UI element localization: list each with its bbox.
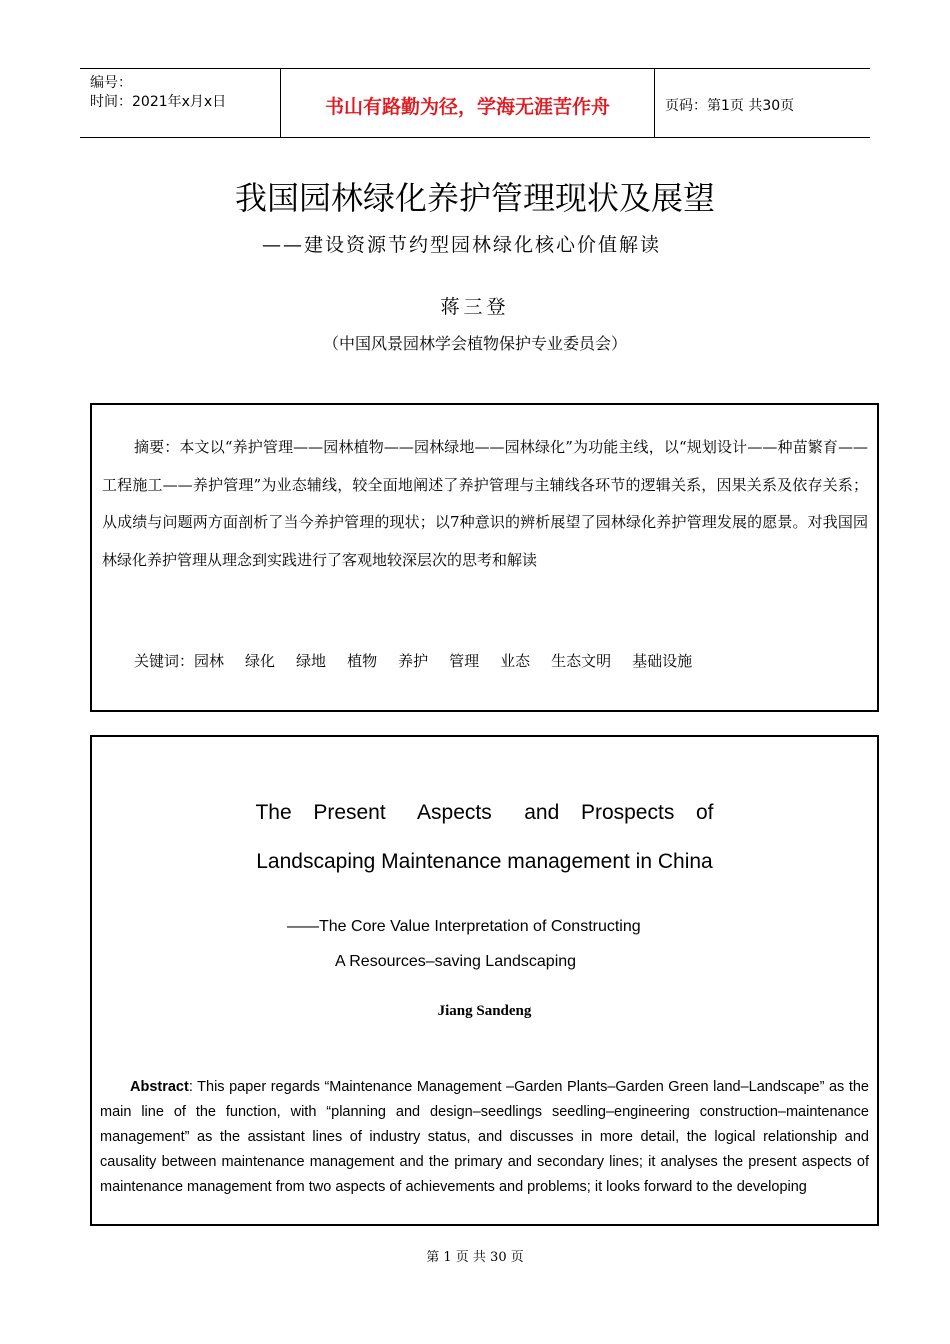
keywords-label: 关键词： bbox=[134, 652, 195, 670]
page-title: 我国园林绿化养护管理现状及展望 bbox=[234, 179, 715, 217]
english-subtitle-line1: ——The Core Value Interpretation of Constructing bbox=[287, 918, 641, 935]
page-footer: 第 1 页 共 30 页 bbox=[426, 1250, 524, 1265]
header-page-label: 页码：第1页 共30页 bbox=[665, 98, 795, 114]
keyword: 植物 bbox=[347, 652, 378, 670]
english-subtitle-line2: A Resources–saving Landscaping bbox=[335, 953, 577, 970]
keyword: 基础设施 bbox=[632, 652, 693, 670]
chinese-abstract bbox=[102, 429, 868, 579]
chinese-abstract-box bbox=[90, 403, 879, 712]
english-abstract-box bbox=[90, 735, 879, 1226]
page-subtitle: ——建设资源节约型园林绿化核心价值解读 bbox=[262, 234, 662, 256]
header-center-cell bbox=[280, 69, 655, 137]
keyword: 养护 bbox=[398, 652, 429, 670]
english-title-line1: The Present Aspects and Prospects of bbox=[255, 801, 714, 824]
document-number-label: 编号： bbox=[90, 75, 132, 91]
keyword: 绿化 bbox=[245, 652, 276, 670]
keywords-line bbox=[134, 650, 713, 671]
author-organization: （中国风景园林学会植物保护专业委员会） bbox=[322, 334, 627, 353]
keyword: 业态 bbox=[500, 652, 531, 670]
header-left-cell bbox=[80, 69, 280, 137]
header-right-cell bbox=[655, 69, 870, 137]
author-name: 蒋三登 bbox=[440, 296, 510, 318]
english-author: Jiang Sandeng bbox=[437, 1003, 532, 1019]
document-time-label: 时间：2021年x月x日 bbox=[90, 94, 227, 110]
keyword: 管理 bbox=[449, 652, 480, 670]
english-abstract-label: Abstract bbox=[130, 1079, 189, 1095]
abstract-text: 本文以“养护管理——园林植物——园林绿地——园林绿化”为功能主线，以“规划设计——种苗繁育——工程施工——养护管理”为业态辅线，较全面地阐述了养护管理与主辅线各环节的逻辑关系，因果关系及依存关系；从成绩与问题两方面剖析了当今养护管理的现状；以7种意识的辨析展望了园林绿化养护管理发展的愿景。对我国园林绿化养护管理从理念到实践进行了客观地较深层次的思考和解读 bbox=[102, 438, 868, 569]
abstract-label: 摘要： bbox=[134, 438, 180, 456]
keyword: 生态文明 bbox=[551, 652, 612, 670]
keyword: 园林 bbox=[194, 652, 225, 670]
english-title-line2: Landscaping Maintenance management in China bbox=[256, 850, 713, 873]
english-abstract bbox=[100, 1075, 869, 1200]
header-table bbox=[80, 68, 870, 138]
header-motto: 书山有路勤为径，学海无涯苦作舟 bbox=[324, 96, 610, 118]
keyword: 绿地 bbox=[296, 652, 327, 670]
english-abstract-text: : This paper regards “Maintenance Management –Garden Plants–Garden Green land–Landscape” as the main line of the function, with “planning and design–seedlings seedling–engineering construction–maintenance management” as the assistant lines of industry status, and discusses in more detail, the logical relationship and causality between maintenance management and the primary and secondary lines; it analyses the present aspects of maintenance management from two aspects of achievements and problems; it looks forward to the developing bbox=[100, 1079, 869, 1195]
